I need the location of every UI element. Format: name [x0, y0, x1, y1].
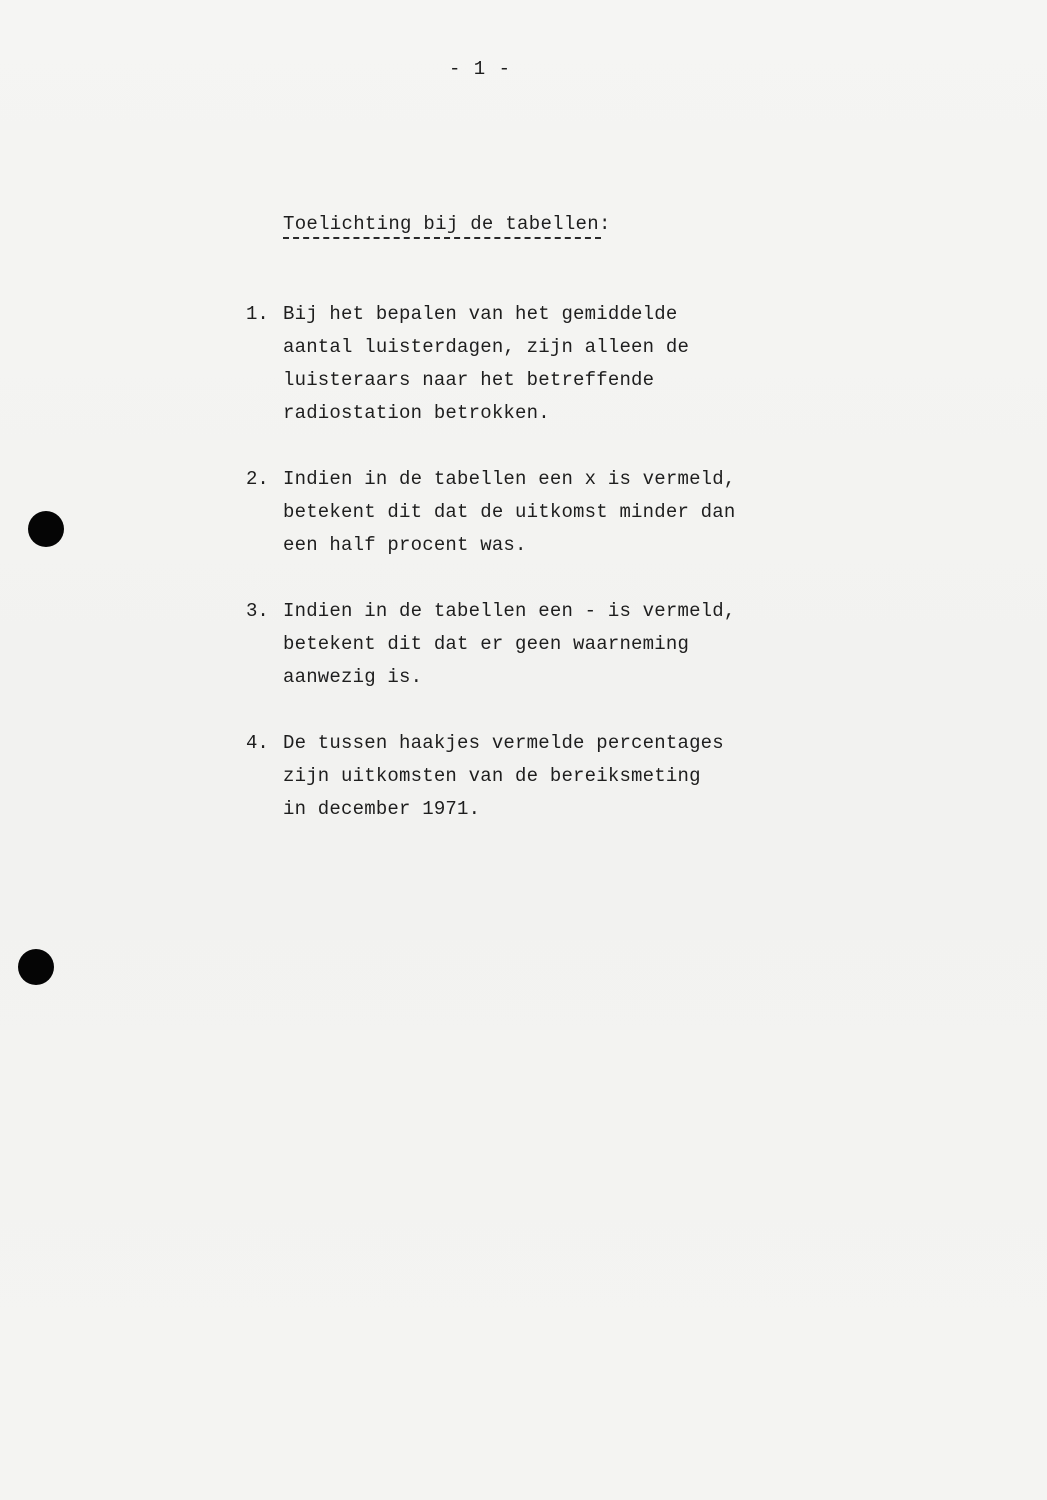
notes-list [246, 298, 806, 859]
text-line: De tussen haakjes vermelde percentages [283, 732, 724, 754]
text-line: luisteraars naar het betreffende [283, 369, 655, 391]
text-line: betekent dit dat er geen waarneming [283, 633, 690, 655]
list-item [246, 298, 806, 430]
list-item [246, 463, 806, 562]
text-line: radiostation betrokken. [283, 402, 550, 424]
text-line: aantal luisterdagen, zijn alleen de [283, 336, 690, 358]
page-number: - 1 - [448, 58, 511, 80]
list-item-text [283, 727, 806, 826]
punch-hole [18, 949, 54, 985]
text-line: betekent dit dat de uitkomst minder dan [283, 501, 736, 523]
text-line: Bij het bepalen van het gemiddelde [283, 303, 678, 325]
heading-underline [283, 237, 601, 239]
text-line: in december 1971. [283, 798, 481, 820]
text-line: Indien in de tabellen een x is vermeld, [283, 468, 736, 490]
list-item [246, 727, 806, 826]
text-line: Indien in de tabellen een - is vermeld, [283, 600, 736, 622]
list-item-number: 2. [246, 468, 269, 490]
text-line: zijn uitkomsten van de bereiksmeting [283, 765, 701, 787]
list-item-number: 3. [246, 600, 269, 622]
text-line: een half procent was. [283, 534, 527, 556]
list-item-text [283, 298, 806, 430]
list-item-number: 1. [246, 303, 269, 325]
section-heading [283, 213, 611, 239]
text-line: aanwezig is. [283, 666, 423, 688]
list-item-text [283, 463, 806, 562]
punch-hole [28, 511, 64, 547]
list-item-number: 4. [246, 732, 269, 754]
section-heading-text: Toelichting bij de tabellen: [283, 213, 611, 235]
list-item-text [283, 595, 806, 694]
list-item [246, 595, 806, 694]
